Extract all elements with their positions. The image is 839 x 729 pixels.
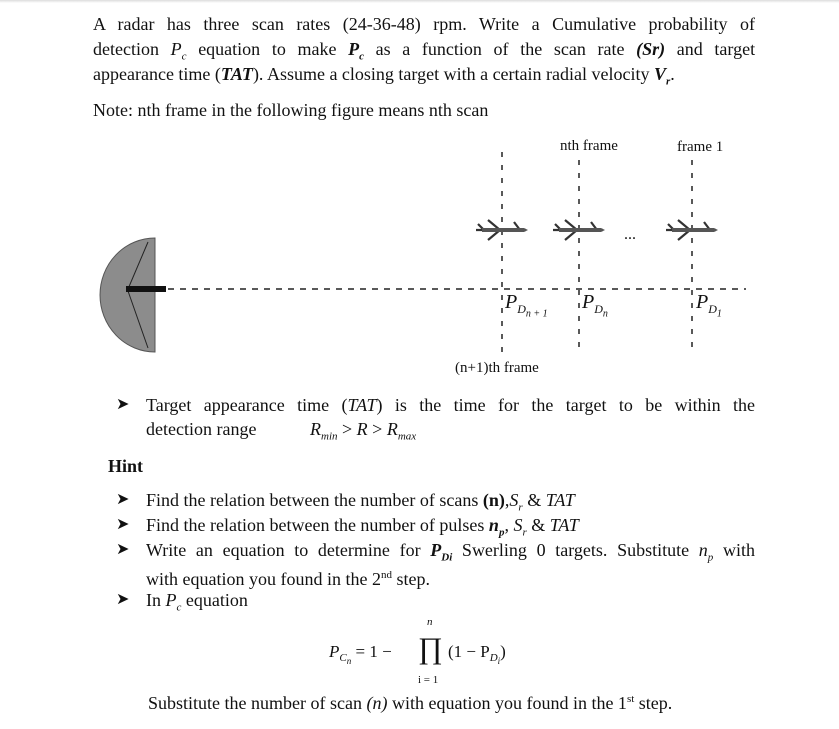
bullet-arrow-icon: ➤ bbox=[116, 491, 130, 508]
vr-symbol: $V_r$ bbox=[653, 64, 671, 88]
hint-item-4: In $P_c$ equation bbox=[146, 590, 248, 614]
radar-feed bbox=[126, 286, 166, 292]
tat-text-a: Target appearance time ( bbox=[146, 395, 348, 415]
pd-1: $P_{D_1}$ bbox=[696, 291, 722, 320]
pc-symbol: $P_c$ bbox=[170, 39, 187, 63]
bullet-arrow-icon: ➤ bbox=[116, 541, 130, 558]
radar-dish bbox=[100, 238, 155, 352]
note-line bbox=[93, 99, 488, 121]
text-appearance-time: appearance time ( bbox=[93, 64, 221, 84]
note-text: Note: nth frame in the following figure means nth scan bbox=[93, 100, 489, 120]
label-n-plus-1-frame: (n+1)th frame bbox=[455, 360, 539, 376]
final-line: Substitute the number of scan (n) with equation you found in the 1st step. bbox=[148, 693, 673, 713]
hint-title: Hint bbox=[108, 456, 144, 476]
period: . bbox=[670, 64, 675, 84]
aircraft-icon bbox=[553, 220, 605, 240]
bullet-arrow-icon: ➤ bbox=[116, 591, 130, 608]
top-border bbox=[0, 0, 839, 3]
product-symbol: ∏ bbox=[418, 632, 443, 665]
aircraft-icon bbox=[666, 220, 718, 240]
text-detection: detection bbox=[93, 39, 159, 59]
equation-rhs: $(1 - P_{D_i})$ bbox=[448, 642, 506, 667]
hint-item-2: Find the relation between the number of pulses $n_p$, $S_r$ & TAT bbox=[146, 515, 579, 539]
hint-item-3: Write an equation to determine for $P_{Di}$ Swerling 0 targets. Substitute $n_p$ with bbox=[146, 540, 755, 564]
ellipsis: ... bbox=[624, 226, 636, 243]
tat-italic: TAT bbox=[347, 395, 377, 415]
text-and-target: and target bbox=[676, 39, 756, 59]
radar-figure bbox=[0, 130, 839, 380]
product-upper-limit: n bbox=[427, 616, 433, 628]
text-function-of: as a function of the scan rate bbox=[375, 39, 625, 59]
question-text-1: A radar has three scan rates (24-36-48) rpm. Write a Cumulative probability of bbox=[93, 14, 755, 34]
tat-text-b: ) is the time for the target to be within the bbox=[376, 395, 755, 415]
pd-n-plus-1: $P_{D_{n + 1}}$ bbox=[505, 291, 548, 320]
pc-symbol-bold: $P_c$ bbox=[348, 39, 364, 63]
text-assume: ). Assume a closing target with a certain radial velocity bbox=[252, 64, 650, 84]
bullet-arrow-icon: ➤ bbox=[116, 396, 130, 413]
text-equation-to-make: equation to make bbox=[198, 39, 337, 59]
question-line-3 bbox=[93, 63, 675, 93]
range-inequality: $R_{min} > R > R_{max}$ bbox=[310, 419, 417, 443]
detection-range-text: detection range bbox=[146, 419, 257, 439]
question-line-1 bbox=[93, 13, 755, 35]
pd-n: $P_{D_n}$ bbox=[582, 291, 608, 320]
tat-symbol: TAT bbox=[220, 64, 253, 84]
tat-line-2 bbox=[146, 418, 256, 440]
tat-line-1 bbox=[146, 394, 755, 416]
equation-lhs: $P_{C_n} = 1$ − bbox=[329, 642, 392, 667]
product-lower-limit: i = 1 bbox=[418, 674, 439, 686]
sr-symbol: (Sr) bbox=[636, 39, 666, 59]
hint-item-1: Find the relation between the number of scans $(n),S_r$ & TAT bbox=[146, 490, 575, 514]
label-nth-frame: nth frame bbox=[560, 138, 618, 154]
hint-item-3-cont: with equation you found in the 2nd step. bbox=[146, 569, 430, 589]
aircraft-icon bbox=[476, 220, 528, 240]
bullet-arrow-icon: ➤ bbox=[116, 516, 130, 533]
label-frame-1: frame 1 bbox=[677, 139, 724, 155]
